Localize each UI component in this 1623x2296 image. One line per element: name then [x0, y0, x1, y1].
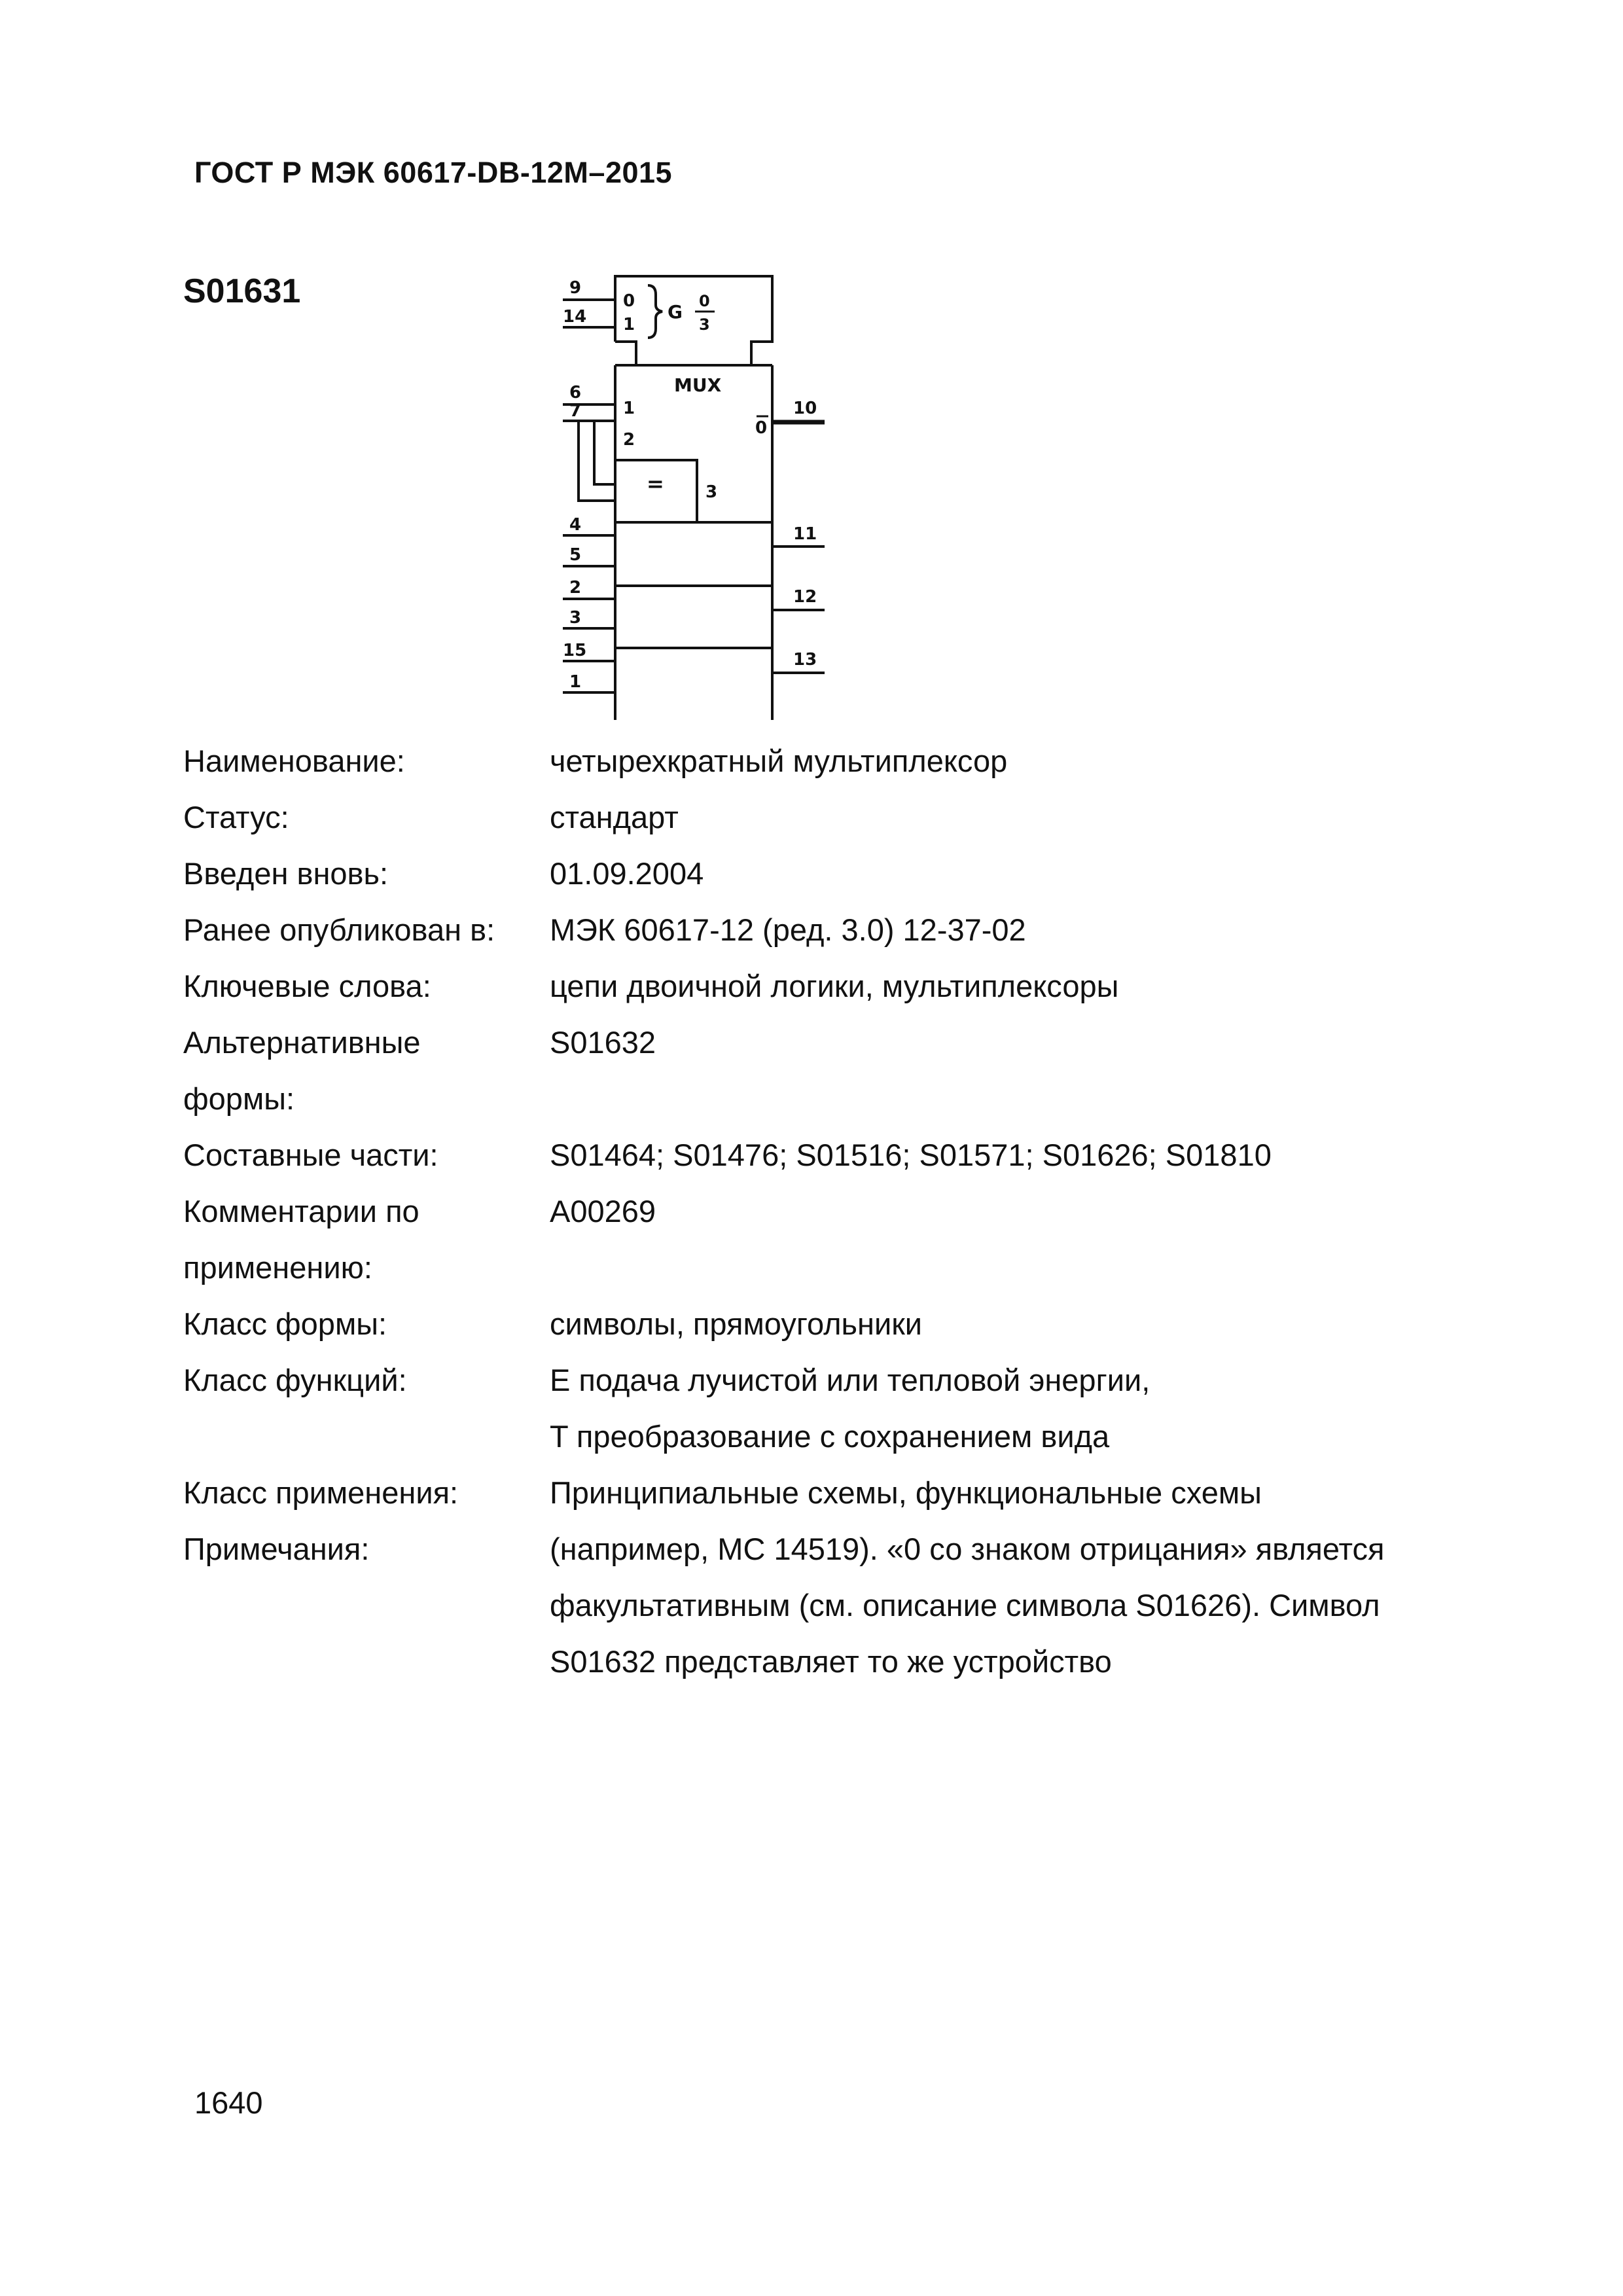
control-input-label: 0 — [623, 291, 635, 311]
pin-label: 12 — [793, 587, 817, 607]
property-value: цепи двоичной логики, мультиплексоры — [550, 969, 1119, 1003]
property-row — [183, 789, 1492, 846]
inner-label: 3 — [705, 482, 718, 502]
pin-label: 14 — [563, 307, 587, 327]
pin-label: 11 — [793, 524, 817, 544]
property-value: стандарт — [550, 800, 679, 834]
property-label: Статус: — [183, 800, 289, 834]
mux-label: MUX — [674, 374, 722, 396]
property-row — [183, 1465, 1492, 1521]
g-fraction-numerator: 0 — [699, 292, 710, 310]
property-row — [183, 958, 1492, 1014]
property-value: (например, МС 14519). «0 со знаком отрицания» является факультативным (см. описание символа S01626). Символ S01632 представляет то же устройство — [550, 1532, 1385, 1679]
property-value: символы, прямоугольники — [550, 1306, 923, 1341]
page-number: 1640 — [194, 2085, 263, 2120]
pin-label: 2 — [569, 578, 582, 598]
property-row — [183, 902, 1492, 958]
property-row — [183, 1127, 1492, 1183]
block-input-label: 1 — [623, 399, 635, 418]
property-value: S01464; S01476; S01516; S01571; S01626; S01810 — [550, 1138, 1272, 1172]
property-row — [183, 1183, 1492, 1296]
property-label: Примечания: — [183, 1532, 370, 1566]
equal-sign: = — [647, 471, 664, 496]
pin-label: 6 — [569, 383, 582, 403]
pin-label: 10 — [793, 399, 817, 418]
properties-list — [183, 733, 1492, 1690]
pin-label: 7 — [569, 401, 582, 421]
pin-label: 1 — [569, 672, 582, 692]
property-label: Класс применения: — [183, 1475, 459, 1510]
pin-label: 4 — [569, 515, 582, 535]
property-label: Ключевые слова: — [183, 969, 431, 1003]
property-label: Ранее опубликован в: — [183, 912, 495, 947]
symbol-id: S01631 — [183, 272, 301, 310]
property-value: 01.09.2004 — [550, 856, 704, 891]
property-label: Комментарии по применению: — [183, 1194, 419, 1285]
property-label: Составные части: — [183, 1138, 438, 1172]
property-row — [183, 846, 1492, 902]
property-label: Наименование: — [183, 744, 405, 778]
property-value: Принципиальные схемы, функциональные схемы — [550, 1475, 1262, 1510]
block-input-label: 2 — [623, 430, 635, 450]
pin-label: 5 — [569, 545, 582, 565]
output-label: 0 — [755, 418, 768, 438]
property-label: Введен вновь: — [183, 856, 389, 891]
property-row — [183, 1521, 1492, 1690]
property-label: Класс функций: — [183, 1363, 407, 1397]
property-value: A00269 — [550, 1194, 656, 1229]
property-row — [183, 733, 1492, 789]
pin-label: 15 — [563, 641, 587, 660]
document-header: ГОСТ Р МЭК 60617-DB-12M–2015 — [194, 156, 673, 189]
property-row — [183, 1352, 1492, 1465]
mux-symbol-figure — [550, 268, 851, 726]
property-value: E подача лучистой или тепловой энергии, T преобразование с сохранением вида — [550, 1363, 1150, 1454]
property-row — [183, 1296, 1492, 1352]
pin-label: 13 — [793, 650, 817, 670]
pin-label: 3 — [569, 608, 582, 628]
property-value: четырехкратный мультиплексор — [550, 744, 1008, 778]
pin-label: 9 — [569, 278, 582, 298]
control-input-label: 1 — [623, 315, 635, 334]
g-label: G — [668, 301, 683, 323]
g-fraction-denominator: 3 — [699, 315, 710, 334]
property-value: МЭК 60617-12 (ред. 3.0) 12-37-02 — [550, 912, 1026, 947]
property-value: S01632 — [550, 1025, 656, 1060]
property-row — [183, 1014, 1492, 1127]
property-label: Альтернативные формы: — [183, 1025, 421, 1116]
property-label: Класс формы: — [183, 1306, 387, 1341]
